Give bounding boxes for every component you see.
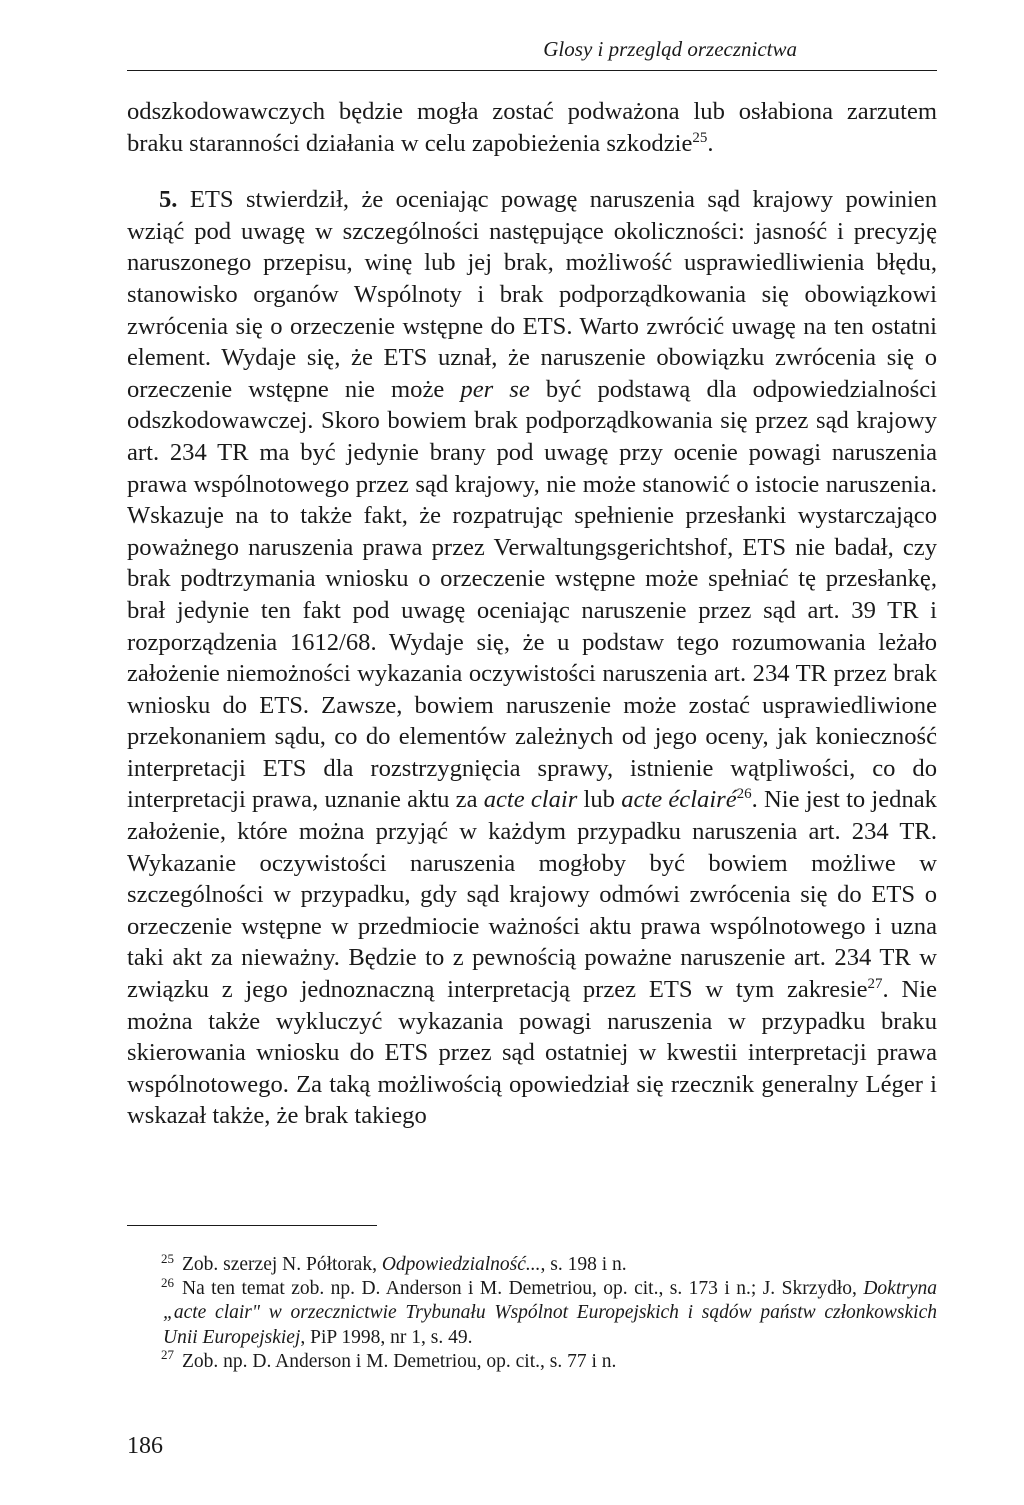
footnote-text: , s. 198 i n.: [540, 1254, 627, 1275]
footnote-number: 25: [161, 1250, 174, 1266]
footnote-26: [127, 1274, 937, 1350]
main-text: [127, 96, 937, 1132]
footnote-number: 27: [161, 1347, 174, 1363]
footnote-text: Zob. np. D. Anderson i M. Demetriou, op. cit., s. 77 i n.: [182, 1350, 617, 1372]
page-number: 186: [127, 1433, 163, 1459]
paragraph-text: . Nie można także wykluczyć wykazania powagi naruszenia w przypadku braku skierowania wniosku do ETS przez sąd ostatniej w kwestii interpretacji prawa wspólnotowego. Za taką możliwością opowiedział się rzecznik generalny Léger i wskazał także, że brak takiego: [127, 976, 937, 1130]
latin-term: per se: [460, 375, 530, 403]
running-header: Glosy i przegląd orzecznictwa: [543, 37, 797, 61]
paragraph-5: [127, 184, 937, 1132]
paragraph-text: . Nie jest to jednak założenie, które można przyjąć w każdym przypadku naruszenia art. 234 TR. Wykazanie oczywistości naruszenia mogłoby być bowiem możliwe w szczególności w przypadku, gdy sąd krajowy odmówi zwrócenia się do ETS o orzeczenie wstępne w przedmiocie ważności aktu prawa wspólnotowego i uzna taki akt za nieważny. Będzie to z pewnością poważne naruszenie art. 234 TR w związku z jego jednoznaczną interpretacją przez ETS w tym zakresie: [127, 786, 937, 1004]
paragraph-number: 5.: [159, 186, 178, 214]
latin-term: acte clair: [483, 786, 578, 814]
footnote-text: Zob. szerzej N. Półtorak,: [182, 1254, 382, 1275]
latin-term: acte éclairé: [621, 786, 737, 814]
footnote-text: , PiP 1998, nr 1, s. 49.: [300, 1326, 473, 1348]
footnote-ref-27[interactable]: 27: [867, 975, 883, 992]
header-rule: [127, 70, 937, 71]
paragraph-continued: [127, 96, 937, 159]
footnote-text: Na ten temat zob. np. D. Anderson i M. Demetriou, op. cit., s. 173 i n.; J. Skrzydło,: [182, 1278, 864, 1300]
paragraph-text: odszkodowawczych będzie mogła zostać podważona lub osłabiona zarzutem braku staranności działania w celu zapobieżenia szkodzie: [127, 98, 937, 157]
footnote-27: [127, 1347, 937, 1374]
footnote-number: 26: [161, 1274, 174, 1290]
footnote-ref-26[interactable]: 26: [736, 786, 752, 803]
footnote-separator: [127, 1225, 377, 1226]
paragraph-text: ETS stwierdził, że oceniając powagę naruszenia sąd krajowy powinien wziąć pod uwagę w szczególności następujące okoliczności: jasność i precyzję naruszonego przepisu, winę lub jej brak, możliwość usprawiedliwienia błędu, stanowisko organów Wspólnoty i brak podporządkowania się obowiązkowi zwrócenia się o orzeczenie wstępne do ETS. Warto zwrócić uwagę na ten ostatni element. Wydaje się, że ETS uznał, że naruszenie obowiązku zwrócenia się o orzeczenie wstępne nie może: [127, 186, 937, 403]
footnote-title: Odpowiedzialność...: [381, 1254, 541, 1275]
footnotes: [127, 1250, 937, 1374]
footnote-ref-25[interactable]: 25: [692, 129, 708, 146]
footnote-title: Doktryna „acte clair" w orzecznictwie Trybunału Wspólnot Europejskich i sądów państw członkowskich Unii Europejskiej: [163, 1278, 937, 1348]
paragraph-text: być podstawą dla odpowiedzialności odszkodowawczej. Skoro bowiem brak podporządkowania się przez sąd krajowy art. 234 TR ma być jedynie brany pod uwagę przy ocenie powagi naruszenia prawa wspólnotowego przez sąd krajowy, nie może stanowić o istocie naruszenia. Wskazuje na to także fakt, że rozpatrując spełnienie przesłanki wystarczająco poważnego naruszenia prawa przez Verwaltungsgerichtshof, ETS nie badał, czy brak podtrzymania wniosku o orzeczenie wstępne może spełniać tę przesłankę, brał jedynie ten fakt pod uwagę oceniając naruszenie przez sąd art. 39 TR i rozporządzenia 1612/68. Wydaje się, że u podstaw tego rozumowania leżało założenie niemożności wykazania oczywistości naruszenia art. 234 TR przez brak wniosku do ETS. Zawsze, bowiem naruszenie może zostać usprawiedliwione przekonaniem sądu, co do elementów zależnych od jego oceny, jak konieczność interpretacji ETS dla rozstrzygnięcia sprawy, istnienie wątpliwości, co do interpretacji prawa, uznanie aktu za: [127, 375, 937, 814]
paragraph-end: .: [707, 129, 714, 157]
footnote-25: [127, 1250, 937, 1277]
paragraph-text: lub: [577, 786, 622, 814]
